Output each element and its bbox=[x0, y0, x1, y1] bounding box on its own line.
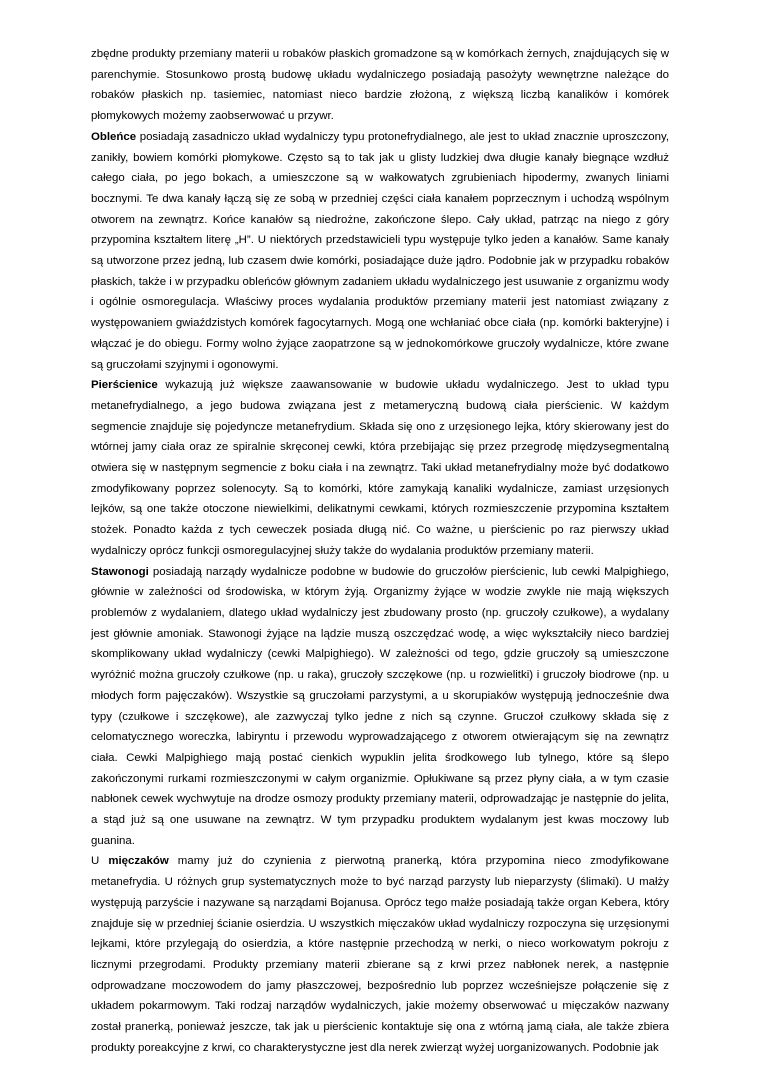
paragraph-lead: U bbox=[91, 855, 109, 868]
paragraph-text: mamy już do czynienia z pierwotną pranerką, która przypomina nieco zmodyfikowane metanefrydia. U różnych grup systematycznych może to być narząd parzysty lub nieparzysty (ślimaki). U małży występują parzyście i nazywane są narządami Bojanusa. Oprócz tego małże posiadają także organ Kebera, który znajduje się w przedniej ścianie osierdzia. U wszystkich mięczaków układ wydalniczy rozpoczyna się urzęsionymi lejkami, które przylegają do osierdzia, a które następnie przechodzą w nerki, o nieco workowatym pokroju z licznymi przegrodami. Produkty przemiany materii zbierane są z krwi przez nabłonek nerek, a następnie odprowadzane moczowodem do jamy płaszczowej, bezpośrednio lub poprzez wcześniejsze połączenie się z układem pokarmowym. Taki rodzaj narządów wydalniczych, jakie możemy obserwować u mięczaków nazwany został pranerką, ponieważ jeszcze, tak jak u pierścienic kontaktuje się ona z wtórną jamą ciała, ale także zbiera produkty poreakcyjne z krwi, co charakterystyczne jest dla nerek zwierząt wyżej uorganizowanych. Podobnie jak bbox=[91, 855, 669, 1054]
paragraph-text: posiadają zasadniczo układ wydalniczy typu protonefrydialnego, ale jest to układ znacznie uproszczony, zanikły, bowiem komórki płomykowe. Często są to tak jak u glisty ludzkiej dwa długie kanały biegnące wzdłuż całego ciała, po jego bokach, a umieszczone są w wałkowatych zgrubieniach hipodermy, zwanych liniami bocznymi. Te dwa kanały łączą się ze sobą w przedniej części ciała kanałem poprzecznym i uchodzą wspólnym otworem na zewnątrz. Końce kanałów są niedrożne, zakończone ślepo. Cały układ, patrząc na niego z góry przypomina kształtem literę „H”. U niektórych przedstawicieli typu występuje tylko jeden a kanałów. Same kanały są utworzone przez jedną, lub czasem dwie komórki, posiadające duże jądro. Podobnie jak w przypadku robaków płaskich, także i w przypadku obleńców głównym zadaniem układu wydalniczego jest usuwanie z organizmu wody i ogólnie osmoregulacja. Właściwy proces wydalania produktów przemiany materii jest natomiast związany z występowaniem gwiaździstych komórek fagocytarnych. Mogą one wchłaniać obce ciała (np. komórki bakteryjne) i włączać je do obiegu. Formy wolno żyjące zaopatrzone są w jednokomórkowe gruczoły wydalnicze, które zwane są gruczołami szyjnymi i ogonowymi. bbox=[91, 130, 669, 371]
paragraph-pierscienice bbox=[91, 375, 669, 561]
paragraph-oblence bbox=[91, 127, 669, 375]
paragraph-intro bbox=[91, 44, 669, 127]
document-page bbox=[91, 44, 669, 1058]
paragraph-mieczaki bbox=[91, 851, 669, 1058]
paragraph-text: posiadają narządy wydalnicze podobne w budowie do gruczołów pierścienic, lub cewki Malpighiego, głównie w zależności od środowiska, w którym żyją. Organizmy żyjące w wodzie zwykle nie mają większych problemów z wydalaniem, dlatego układ wydalniczy jest zbudowany prosto (np. gruczoły czułkowe), a wydalany jest głównie amoniak. Stawonogi żyjące na lądzie muszą oszczędzać wodę, a więc wykształciły nieco bardziej skomplikowany układ wydalniczy (cewki Malpighiego). W zależności od tego, gdzie gruczoły są umieszczone wyróżnić można gruczoły czułkowe (np. u raka), gruczoły szczękowe (np. u rozwielitki) i gruczoły biodrowe (np. u młodych form pajęczaków). Wszystkie są gruczołami parzystymi, a u skorupiaków występują jednocześnie dwa typy (czułkowe i szczękowe), ale zazwyczaj tylko jedne z nich są czynne. Gruczoł czułkowy składa się z celomatycznego woreczka, labiryntu i przewodu wyprowadzającego z otworem otwierającym się na zewnątrz ciała. Cewki Malpighiego mają postać cienkich wypuklin jelita środkowego lub tylnego, które są ślepo zakończonymi rurkami rozmieszczonymi w całym organizmie. Opłukiwane są przez płyny ciała, a w tym czasie nabłonek cewek wychwytuje na drodze osmozy produkty przemiany materii, odprowadzając je następnie do jelita, a stąd już są one usuwane na zewnątrz. W tym przypadku produktem wydalanym jest kwas moczowy lub guanina. bbox=[91, 565, 669, 847]
term-oblence: Obleńce bbox=[91, 130, 137, 143]
paragraph-text: wykazują już większe zaawansowanie w budowie układu wydalniczego. Jest to układ typu metanefrydialnego, a jego budowa związana jest z metameryczną budową ciała pierścienic. W każdym segmencie znajduje się pojedyncze metanefrydium. Składa się ono z urzęsionego lejka, który skierowany jest do wtórnej jamy ciała oraz ze spiralnie skręconej cewki, która przebijając się przez przegrodę międzysegmentalną otwiera się w następnym segmencie z boku ciała i na zewnątrz. Taki układ metanefrydialny może być dodatkowo zmodyfikowany poprzez solenocyty. Są to komórki, które zamykają kanaliki wydalnicze, zamiast urzęsionych lejków, są one także otoczone niewielkimi, delikatnymi cewkami, których rozmieszczenie przypomina kształtem stożek. Ponadto każda z tych ceweczek posiada długą nić. Co ważne, u pierścienic po raz pierwszy układ wydalniczy oprócz funkcji osmoregulacyjnej służy także do wydalania produktów przemiany materii. bbox=[91, 379, 669, 557]
paragraph-text: zbędne produkty przemiany materii u robaków płaskich gromadzone są w komórkach żernych, znajdujących się w parenchymie. Stosunkowo prostą budowę układu wydalniczego posiadają pasożyty wewnętrzne należące do robaków płaskich np. tasiemiec, natomiast nieco bardzie złożoną, z większą liczbą kanalików i komórek płomykowych możemy zaobserwować u przywr. bbox=[91, 48, 669, 123]
term-mieczaki: mięczaków bbox=[108, 855, 169, 868]
term-stawonogi: Stawonogi bbox=[91, 565, 149, 578]
term-pierscienice: Pierścienice bbox=[91, 379, 158, 392]
paragraph-stawonogi bbox=[91, 562, 669, 852]
